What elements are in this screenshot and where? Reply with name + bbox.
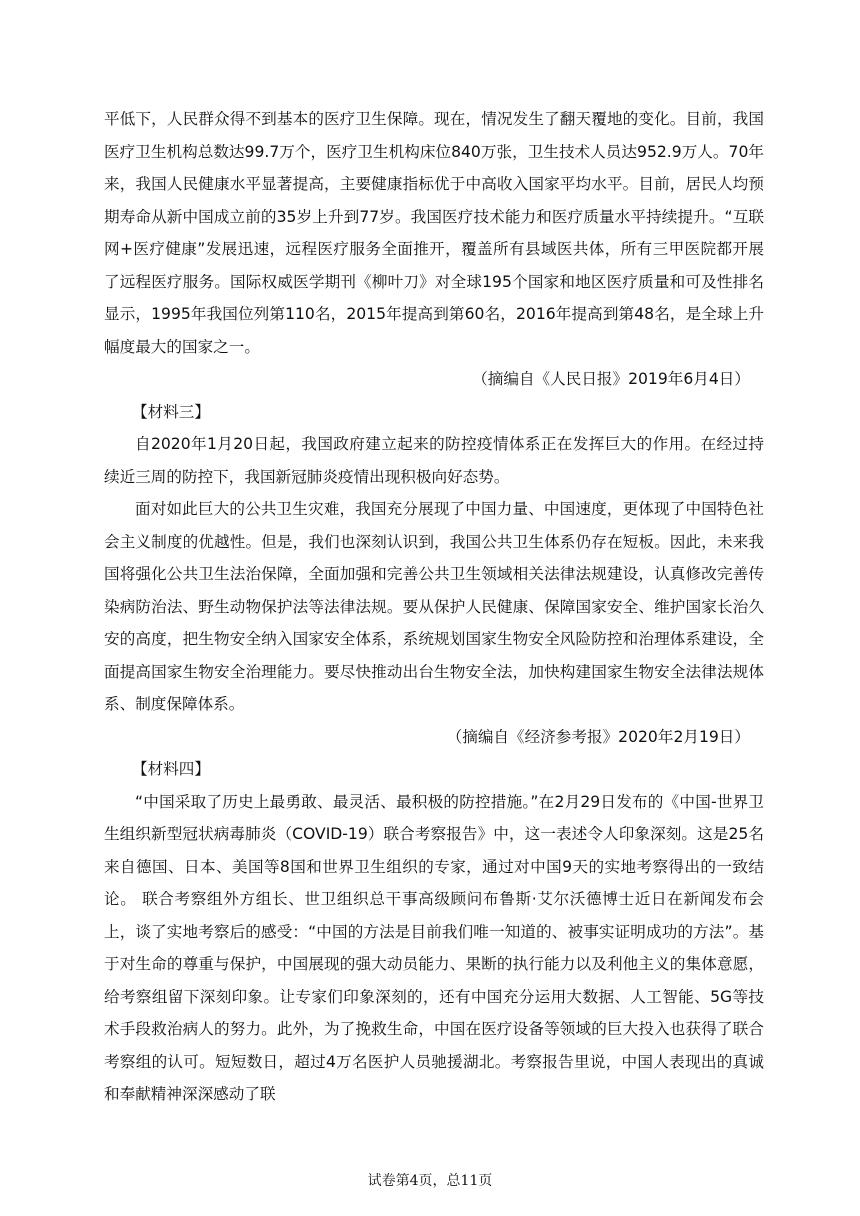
material-4-paragraph: “中国采取了历史上最勇敢、最灵活、最积极的防控措施。”在2月29日发布的《中国-世界卫生组织新型冠状病毒肺炎（COVID-19）联合考察报告》中，这一表述令人印象深刻。这是25名来自德国、日本、美国等8国和世界卫生组织的专家，通过对中国9天的实地考察得出的一致结论。 联合考察组外方组长、世卫组织总干事高级顾问布鲁斯·艾尔沃德博士近日在新闻发布会上，谈了实地考察后的感受：“中国的方法是目前我们唯一知道的、被事实证明成功的方法”。基于对生命的尊重与保护，中国展现的强大动员能力、果断的执行能力以及利他主义的集体意愿，给考察组留下深刻印象。让专家们印象深刻的，还有中国充分运用大数据、人工智能、5G等技术手段救治病人的努力。此外，为了挽救生命，中国在医疗设备等领域的巨大投入也获得了联合考察组的认可。短短数日，超过4万名医护人员驰援湖北。考察报告里说，中国人表现出的真诚和奉献精神深深感动了联 xyxy=(104,792,764,1103)
page-content xyxy=(104,103,764,1111)
material-4-heading: 【材料四】 xyxy=(132,760,210,778)
page-footer: 试卷第4页，总11页 xyxy=(367,1173,493,1189)
source-citation-2: （摘编自《人民日报》2019年6月4日） xyxy=(472,370,750,388)
material-3-paragraph-1: 自2020年1月20日起，我国政府建立起来的防控疫情体系正在发挥巨大的作用。在经过持续近三周的防控下，我国新冠肺炎疫情出现积极向好态势。 xyxy=(104,435,764,486)
material-3-paragraph-2: 面对如此巨大的公共卫生灾难，我国充分展现了中国力量、中国速度，更体现了中国特色社会主义制度的优越性。但是，我们也深刻认识到，我国公共卫生体系仍存在短板。因此，未来我国将强化公共卫生法治保障，全面加强和完善公共卫生领域相关法律法规建设，认真修改完善传染病防治法、野生动物保护法等法律法规。要从保护人民健康、保障国家安全、维护国家长治久安的高度，把生物安全纳入国家安全体系，系统规划国家生物安全风险防控和治理体系建设，全面提高国家生物安全治理能力。要尽快推动出台生物安全法，加快构建国家生物安全法律法规体系、制度保障体系。 xyxy=(104,500,764,713)
paragraph-continued: 平低下，人民群众得不到基本的医疗卫生保障。现在，情况发生了翻天覆地的变化。目前，我国医疗卫生机构总数达99.7万个，医疗卫生机构床位840万张，卫生技术人员达952.9万人。70年来，我国人民健康水平显著提高，主要健康指标优于中高收入国家平均水平。目前，居民人均预期寿命从新中国成立前的35岁上升到77岁。我国医疗技术能力和医疗质量水平持续提升。“互联网+医疗健康”发展迅速，远程医疗服务全面推开，覆盖所有县域医共体，所有三甲医院都开展了远程医疗服务。国际权威医学期刊《柳叶刀》对全球195个国家和地区医疗质量和可及性排名显示，1995年我国位列第110名，2015年提高到第60名，2016年提高到第48名，是全球上升幅度最大的国家之一。 xyxy=(104,110,764,356)
source-citation-3: （摘编自《经济参考报》2020年2月19日） xyxy=(446,727,750,746)
material-3-heading: 【材料三】 xyxy=(132,402,210,421)
